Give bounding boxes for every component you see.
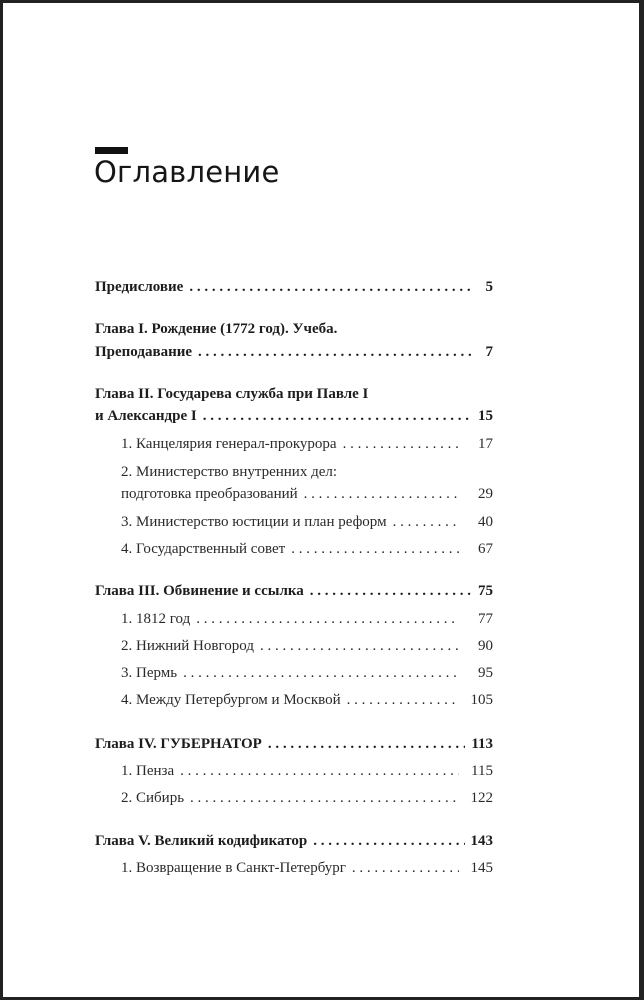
toc-page-number: 145 <box>470 860 493 876</box>
toc-section-label: 2. Сибирь <box>121 790 185 806</box>
toc-entry-ch1-line1[interactable]: Глава I. Рождение (1772 год). Учеба. <box>95 321 338 337</box>
toc-entry-label: Глава V. Великий кодификатор <box>95 833 308 849</box>
dot-leader <box>343 436 459 453</box>
toc-page-number: 75 <box>478 583 493 599</box>
toc-section-label: 4. Между Петербургом и Москвой <box>121 692 341 708</box>
toc-page-number: 105 <box>470 692 493 708</box>
toc-entry-label: и Александре I <box>95 408 197 424</box>
toc-entry-ch2[interactable] <box>95 408 493 425</box>
toc-entry-label: Предисловие <box>95 279 184 295</box>
dot-leader <box>260 638 459 655</box>
toc-section-label: 2. Нижний Новгород <box>121 638 254 654</box>
dot-leader <box>196 611 459 628</box>
toc-section-5-1[interactable] <box>121 860 493 877</box>
title-accent-bar <box>95 147 128 154</box>
dot-leader <box>352 860 459 877</box>
toc-section-4-1[interactable] <box>121 763 493 780</box>
dot-leader <box>190 790 459 807</box>
toc-page-number: 15 <box>478 408 493 424</box>
toc-entry-ch2-line1[interactable]: Глава II. Государева служба при Павле I <box>95 386 369 402</box>
toc-section-label: 4. Государственный совет <box>121 541 286 557</box>
toc-entry-label: Глава III. Обвинение и ссылка <box>95 583 304 599</box>
toc-page-number: 17 <box>478 436 493 452</box>
dot-leader <box>310 583 472 600</box>
toc-section-2-3[interactable] <box>121 514 493 531</box>
dot-leader <box>393 514 459 531</box>
toc-page-number: 122 <box>470 790 493 806</box>
toc-page-number: 29 <box>478 486 493 502</box>
toc-page-number: 77 <box>478 611 493 627</box>
toc-entry-label: Преподавание <box>95 344 193 360</box>
toc-page-number: 5 <box>485 279 493 295</box>
toc-section-3-3[interactable] <box>121 665 493 682</box>
toc-page-number: 67 <box>478 541 493 557</box>
toc-page-number: 143 <box>470 833 493 849</box>
dot-leader <box>198 344 473 361</box>
toc-page-number: 115 <box>471 763 493 779</box>
toc-section-2-2[interactable] <box>121 486 493 503</box>
dot-leader <box>203 408 472 425</box>
toc-page-number: 90 <box>478 638 493 654</box>
toc-section-2-4[interactable] <box>121 541 493 558</box>
toc-section-label: 1. Возвращение в Санкт-Петербург <box>121 860 346 876</box>
toc-page-number: 95 <box>478 665 493 681</box>
toc-section-4-2[interactable] <box>121 790 493 807</box>
toc-section-label: 1. Пенза <box>121 763 175 779</box>
toc-page-number: 7 <box>485 344 493 360</box>
dot-leader <box>304 486 459 503</box>
toc-entry-ch4[interactable] <box>95 736 493 753</box>
toc-section-3-1[interactable] <box>121 611 493 628</box>
toc-page-number: 40 <box>478 514 493 530</box>
toc-entry-ch1[interactable] <box>95 344 493 361</box>
dot-leader <box>189 279 473 296</box>
toc-section-label: 1. Канцелярия генерал-прокурора <box>121 436 337 452</box>
toc-entry-ch5[interactable] <box>95 833 493 850</box>
toc-section-3-4[interactable] <box>121 692 493 709</box>
toc-page-number: 113 <box>471 736 493 752</box>
toc-section-2-2-line1[interactable]: 2. Министерство внутренних дел: <box>121 464 338 480</box>
dot-leader <box>183 665 459 682</box>
toc-entry-ch3[interactable] <box>95 583 493 600</box>
toc-section-label: 3. Министерство юстиции и план реформ <box>121 514 387 530</box>
toc-section-3-2[interactable] <box>121 638 493 655</box>
toc-section-2-1[interactable] <box>121 436 493 453</box>
dot-leader <box>347 692 459 709</box>
page-title: Оглавление <box>94 155 280 189</box>
toc-section-label: 3. Пермь <box>121 665 178 681</box>
dot-leader <box>291 541 459 558</box>
toc-entry-preface[interactable] <box>95 279 493 296</box>
dot-leader <box>180 763 459 780</box>
dot-leader <box>268 736 466 753</box>
book-page <box>3 3 639 997</box>
toc-section-label: 1. 1812 год <box>121 611 191 627</box>
toc-section-label: подготовка преобразований <box>121 486 298 502</box>
toc-entry-label: Глава IV. ГУБЕРНАТОР <box>95 736 262 752</box>
dot-leader <box>313 833 464 850</box>
